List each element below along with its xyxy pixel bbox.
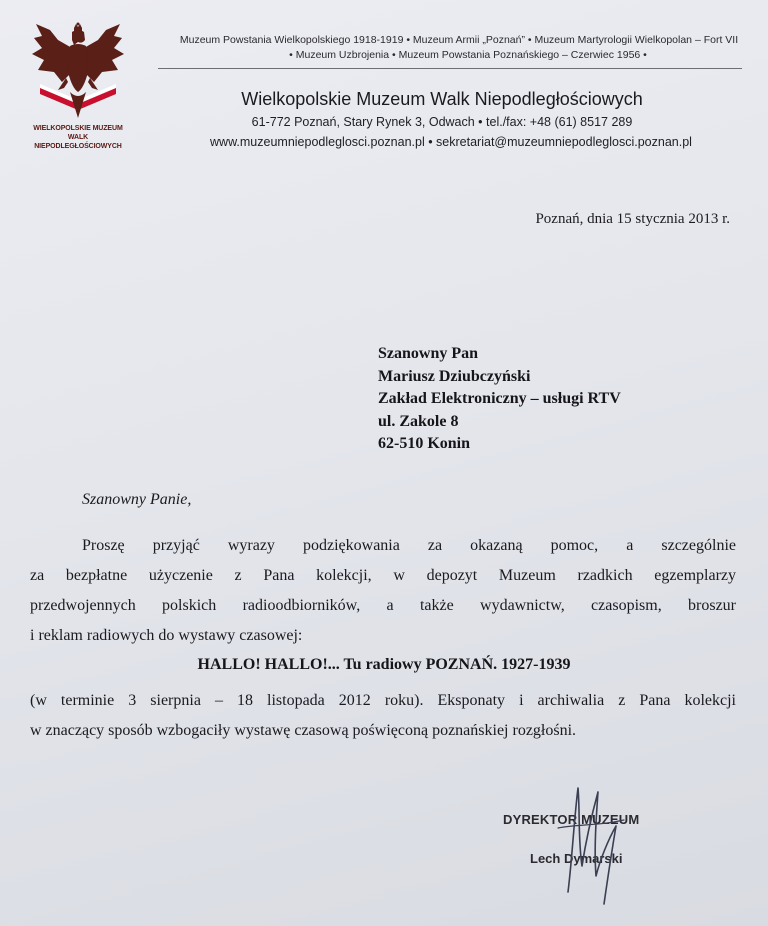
exhibition-title: HALLO! HALLO!... Tu radiowy POZNAŃ. 1927-1939 xyxy=(197,656,571,673)
header-divider xyxy=(158,68,742,69)
paragraph-2 xyxy=(30,686,736,746)
paragraph-line: i reklam radiowych do wystawy czasowej: xyxy=(30,627,303,644)
museum-logo xyxy=(24,22,132,151)
logo-caption-line1: WIELKOPOLSKIE MUZEUM xyxy=(33,125,123,132)
paragraph-line: (w terminie 3 sierpnia – 18 listopada 2012 roku). Eksponaty i archiwalia z Pana kolekcji xyxy=(30,692,736,709)
letter-date: Poznań, dnia 15 stycznia 2013 r. xyxy=(535,211,730,227)
addressee-block xyxy=(378,343,621,456)
signature-title: DYREKTOR MUZEUM xyxy=(503,812,640,827)
signatory-name: Lech Dymarski xyxy=(530,851,623,866)
organization-web-email: www.muzeumniepodleglosci.poznan.pl • sekretariat@muzeumniepodleglosci.poznan.pl xyxy=(210,135,692,149)
affiliates-line-2: • Muzeum Uzbrojenia • Muzeum Powstania Poznańskiego – Czerwiec 1956 • xyxy=(289,49,647,61)
addressee-line: ul. Zakole 8 xyxy=(378,412,459,430)
paragraph-line: Proszę przyjąć wyrazy podziękowania za okazaną pomoc, a szczególnie xyxy=(82,537,736,554)
organization-name: Wielkopolskie Muzeum Walk Niepodległościowych xyxy=(241,89,643,109)
logo-caption xyxy=(24,124,132,151)
addressee-line: Szanowny Pan xyxy=(378,345,479,362)
paragraph-line: przedwojennych polskich radioodbiorników, a także wydawnictw, czasopism, broszur xyxy=(30,597,736,614)
logo-caption-line2: WALK NIEPODLEGŁOŚCIOWYCH xyxy=(34,134,122,150)
handwritten-signature xyxy=(538,780,638,910)
addressee-line: Zakład Elektroniczny – usługi RTV xyxy=(378,390,621,407)
organization-address: 61-772 Poznań, Stary Rynek 3, Odwach • tel./fax: +48 (61) 8517 289 xyxy=(251,115,633,129)
affiliates-line-1: Muzeum Powstania Wielkopolskiego 1918-1919 • Muzeum Armii „Poznań” • Muzeum Martyrologii Wielkopolan – Fort VII xyxy=(179,34,739,46)
addressee-line: 62-510 Konin xyxy=(378,435,471,452)
salutation: Szanowny Panie, xyxy=(82,491,192,508)
paragraph-1 xyxy=(30,531,736,651)
eagle-emblem-icon xyxy=(28,22,128,120)
paragraph-line: za bezpłatne użyczenie z Pana kolekcji, w depozyt Muzeum rzadkich egzemplarzy xyxy=(30,567,736,584)
paragraph-line: w znaczący sposób wzbogaciły wystawę czasową poświęconą poznańskiej rozgłośni. xyxy=(30,722,577,739)
addressee-line: Mariusz Dziubczyński xyxy=(378,367,531,385)
